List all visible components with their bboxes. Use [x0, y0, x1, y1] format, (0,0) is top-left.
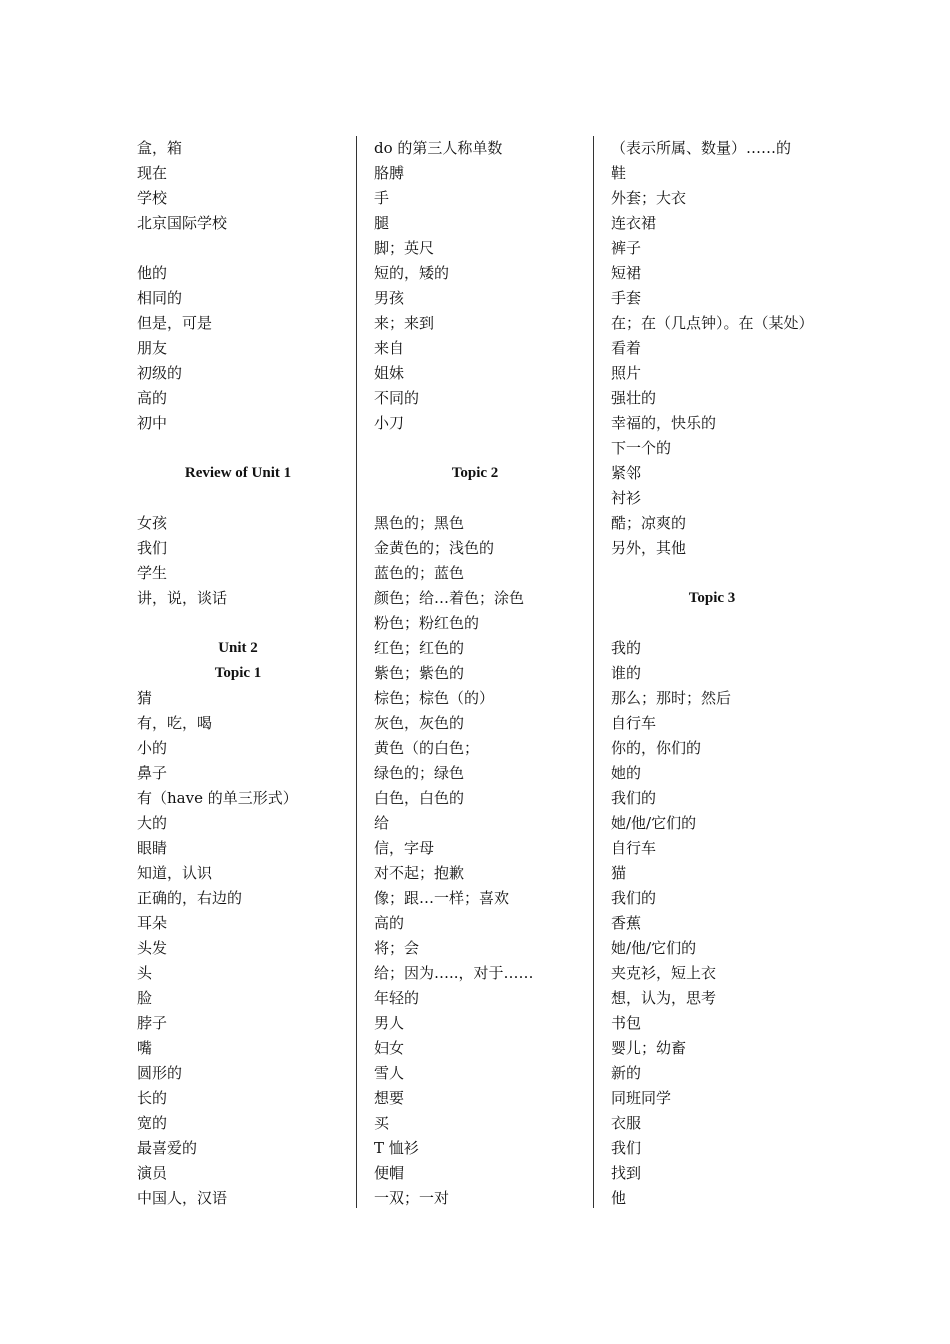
vocab-entry: 耳朵 [137, 914, 168, 932]
vocab-entry: 看着 [611, 339, 642, 357]
vocab-entry: 猜 [137, 689, 153, 707]
vocab-entry: 婴儿；幼畜 [611, 1039, 687, 1057]
vocab-entry: 脖子 [137, 1014, 168, 1032]
blank-line [357, 436, 593, 461]
vocab-entry: 胳膊 [374, 164, 405, 182]
vocab-entry: 盒，箱 [137, 139, 183, 157]
vocab-entry: 小刀 [374, 414, 405, 432]
vocab-entry: 鼻子 [137, 764, 168, 782]
vocab-entry: 年轻的 [374, 989, 420, 1007]
vocab-entry: 嘴 [137, 1039, 153, 1057]
vocab-entry: 裤子 [611, 239, 642, 257]
vocab-entry: 他 [611, 1189, 627, 1207]
vocab-entry: 短的，矮的 [374, 264, 450, 282]
blank-line [120, 611, 356, 636]
vocab-entry: 手 [374, 189, 390, 207]
vocab-entry: 她/他/它们的 [611, 939, 697, 957]
vocab-entry: 一双；一对 [374, 1189, 450, 1207]
vocab-entry: 正确的，右边的 [137, 889, 243, 907]
vocab-entry: 大的 [137, 814, 168, 832]
vocab-entry: T 恤衫 [374, 1139, 419, 1157]
vocab-entry: 腿 [374, 214, 390, 232]
vocab-entry: 我们的 [611, 789, 657, 807]
section-heading: Unit 2 [218, 640, 258, 656]
vocab-entry: 照片 [611, 364, 642, 382]
vocab-entry: do 的第三人称单数 [374, 139, 503, 157]
vocab-entry: 香蕉 [611, 914, 642, 932]
vocab-entry: 外套；大衣 [611, 189, 687, 207]
vocab-entry: 脚；英尺 [374, 239, 435, 257]
vocab-entry: 自行车 [611, 839, 657, 857]
vocab-entry: 北京国际学校 [137, 214, 228, 232]
vocab-entry: 颜色；给…着色；涂色 [374, 589, 525, 607]
vocab-entry: 粉色；粉红色的 [374, 614, 480, 632]
vocab-entry: 黄色（的白色； [374, 739, 480, 757]
vocab-entry: 对不起；抱歉 [374, 864, 465, 882]
vocab-entry: 便帽 [374, 1164, 405, 1182]
vocab-entry: 她的 [611, 764, 642, 782]
vocab-entry: 初级的 [137, 364, 183, 382]
vocab-entry: 中国人，汉语 [137, 1189, 228, 1207]
vocab-entry: 书包 [611, 1014, 642, 1032]
vocab-entry: 男孩 [374, 289, 405, 307]
vocab-entry: 衣服 [611, 1114, 642, 1132]
vocab-entry: 我们 [611, 1139, 642, 1157]
blank-line [120, 236, 356, 261]
blank-line [594, 561, 830, 586]
vocab-entry: 讲，说，谈话 [137, 589, 228, 607]
vocab-entry: 信，字母 [374, 839, 435, 857]
vocab-entry: 鞋 [611, 164, 627, 182]
section-heading: Topic 1 [214, 665, 262, 681]
vocab-entry: 我们 [137, 539, 168, 557]
vocab-entry: 新的 [611, 1064, 642, 1082]
vocab-entry: 那么；那时；然后 [611, 689, 732, 707]
vocab-entry: 另外，其他 [611, 539, 687, 557]
vocab-entry: 头 [137, 964, 153, 982]
vocab-entry: 长的 [137, 1089, 168, 1107]
section-heading: Topic 3 [688, 590, 736, 606]
vocab-entry: 我们的 [611, 889, 657, 907]
vocab-entry: 金黄色的；浅色的 [374, 539, 495, 557]
vocab-entry: 手套 [611, 289, 642, 307]
vocab-entry: 最喜爱的 [137, 1139, 198, 1157]
blank-line [120, 486, 356, 511]
vocab-entry: 头发 [137, 939, 168, 957]
vocab-entry: 黑色的；黑色 [374, 514, 465, 532]
vocab-entry: 买 [374, 1114, 390, 1132]
vocab-entry: 演员 [137, 1164, 168, 1182]
vocab-entry: 酷；凉爽的 [611, 514, 687, 532]
vocab-entry: 幸福的，快乐的 [611, 414, 717, 432]
vocab-entry: 初中 [137, 414, 168, 432]
vocab-entry: 你的，你们的 [611, 739, 702, 757]
vocab-entry: 脸 [137, 989, 153, 1007]
vocab-entry: 不同的 [374, 389, 420, 407]
vocab-entry: 现在 [137, 164, 168, 182]
vocab-entry: 谁的 [611, 664, 642, 682]
vocabulary-page [120, 136, 832, 1208]
vocab-entry: 连衣裙 [611, 214, 657, 232]
vocab-entry: 有（have 的单三形式） [137, 789, 298, 807]
column-3 [594, 136, 830, 1208]
vocab-entry: 女孩 [137, 514, 168, 532]
vocab-entry: 在；在（几点钟）。在（某处） [611, 314, 814, 332]
vocab-entry: 强壮的 [611, 389, 657, 407]
vocab-entry: 下一个的 [611, 439, 672, 457]
vocab-entry: 知道，认识 [137, 864, 213, 882]
vocab-entry: 妇女 [374, 1039, 405, 1057]
vocab-entry: 短裙 [611, 264, 642, 282]
vocab-entry: 来自 [374, 339, 405, 357]
section-heading: Review of Unit 1 [184, 465, 292, 481]
vocab-entry: 圆形的 [137, 1064, 183, 1082]
vocab-entry: 想，认为，思考 [611, 989, 717, 1007]
blank-line [594, 611, 830, 636]
vocab-entry: 将；会 [374, 939, 420, 957]
vocab-entry: 高的 [137, 389, 168, 407]
vocab-entry: 雪人 [374, 1064, 405, 1082]
vocab-entry: 学校 [137, 189, 168, 207]
vocab-entry: 蓝色的；蓝色 [374, 564, 465, 582]
vocab-entry: 衬衫 [611, 489, 642, 507]
vocab-entry: 学生 [137, 564, 168, 582]
vocab-entry: 她/他/它们的 [611, 814, 697, 832]
vocab-entry: 他的 [137, 264, 168, 282]
vocab-entry: 朋友 [137, 339, 168, 357]
blank-line [357, 486, 593, 511]
vocab-entry: 想要 [374, 1089, 405, 1107]
vocab-entry: 自行车 [611, 714, 657, 732]
vocab-entry: 高的 [374, 914, 405, 932]
vocab-entry: 紫色；紫色的 [374, 664, 465, 682]
vocab-entry: （表示所属、数量）……的 [611, 139, 792, 157]
column-2 [357, 136, 593, 1208]
vocab-entry: 有，吃，喝 [137, 714, 213, 732]
vocab-entry: 同班同学 [611, 1089, 672, 1107]
column-1 [120, 136, 356, 1208]
vocab-entry: 但是，可是 [137, 314, 213, 332]
vocab-entry: 紧邻 [611, 464, 642, 482]
vocab-entry: 红色；红色的 [374, 639, 465, 657]
vocab-entry: 我的 [611, 639, 642, 657]
blank-line [120, 436, 356, 461]
vocab-entry: 给 [374, 814, 390, 832]
vocab-entry: 相同的 [137, 289, 183, 307]
section-heading: Topic 2 [451, 465, 499, 481]
vocab-entry: 像；跟…一样；喜欢 [374, 889, 510, 907]
vocab-entry: 灰色，灰色的 [374, 714, 465, 732]
vocab-entry: 棕色；棕色（的） [374, 689, 495, 707]
vocab-entry: 眼睛 [137, 839, 168, 857]
vocab-entry: 男人 [374, 1014, 405, 1032]
vocab-entry: 找到 [611, 1164, 642, 1182]
vocab-entry: 小的 [137, 739, 168, 757]
vocab-entry: 给；因为…..，对于…… [374, 964, 534, 982]
vocab-entry: 夹克衫，短上衣 [611, 964, 717, 982]
vocab-entry: 白色，白色的 [374, 789, 465, 807]
vocab-entry: 猫 [611, 864, 627, 882]
vocab-entry: 宽的 [137, 1114, 168, 1132]
vocab-entry: 来；来到 [374, 314, 435, 332]
vocab-entry: 姐妹 [374, 364, 405, 382]
vocab-entry: 绿色的；绿色 [374, 764, 465, 782]
